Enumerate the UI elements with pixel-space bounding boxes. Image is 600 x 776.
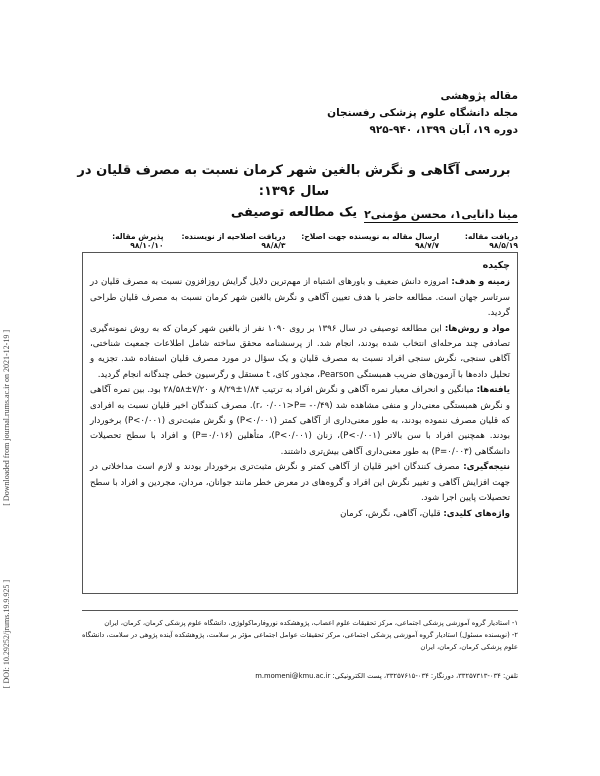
abstract-results	[90, 383, 510, 460]
title-line-2: یک مطالعه توصیفی	[230, 205, 358, 220]
results-label: یافته‌ها:	[476, 385, 511, 396]
footnote-2: ۲- (نویسنده مسئول) استادیار گروه آموزشی پزشکی اجتماعی، مرکز تحقیقات عوامل اجتماعی مؤثر بر سلامت، پژوهشکده آینده پژوهی در سلامت، دانشگاه علوم پزشکی کرمان، کرمان، ایران	[82, 631, 518, 651]
article-type: مقاله پژوهشی	[440, 90, 518, 102]
article-dates	[82, 232, 518, 250]
download-note: [ Downloaded from journal.rums.ac.ir on 2021-12-19 ]	[2, 330, 11, 506]
abstract-heading: چکیده	[482, 260, 510, 271]
methods-text: این مطالعه توصیفی در سال ۱۳۹۶ بر روی ۱۰۹۰ نفر از بالغین شهر کرمان که به روش نمونه‌گیری تصادفی چند مرحله‌ای انتخاب شده بودند، انجام شد. از پرسشنامه محقق ساخته شامل اطلاعات جمعیت شناختی، آگاهی سنجی، نگرش سنجی افراد نسبت به مصرف قلیان و یک سؤال در مورد مصرف قلیان استفاده شد. تجزیه و تحلیل داده‌ها با آزمون‌های ضریب همبستگی Pearson، مجذور کای، t مستقل و رگرسیون خطی چندگانه انجام گردید.	[90, 323, 510, 380]
conclusion-label: نتیجه‌گیری:	[463, 462, 510, 473]
side-margin-notes	[2, 330, 16, 750]
abstract-conclusion	[90, 460, 510, 506]
date-accepted: پذیرش مقاله: ۹۸/۱۰/۱۰	[112, 232, 164, 250]
date-sent: ارسال مقاله به نویسنده جهت اصلاح: ۹۸/۷/۷	[301, 232, 440, 250]
background-text: امروزه دانش ضعیف و باورهای اشتباه از مهم‌ترین دلایل گرایش روزافزون نسبت به مصرف قلیان در سرتاسر جهان است. مطالعه حاضر با هدف تعیین آگاهی و نگرش بالغین شهر کرمان نسبت به مصرف قلیان طراحی گردید.	[90, 277, 510, 319]
date-revised: دریافت اصلاحیه از نویسنده: ۹۸/۸/۳	[181, 232, 286, 250]
abstract-methods	[90, 322, 510, 384]
date-received: دریافت مقاله: ۹۸/۵/۱۹	[464, 232, 518, 250]
results-text: میانگین و انحراف معیار نمره آگاهی و نگرش افراد به ترتیب ۱/۸۴±۸/۲۹ و ۷/۲۰±۲۸/۵۸ بود. بین نمره آگاهی و نگرش همبستگی معنی‌دار و منفی مشاهده شد (۰/۴۹- =r، ۰/۰۰۱>P). مصرف کنندگان اخیر قلیان نسبت به افرادی که قلیان مصرف ننموده بودند، به طور معنی‌داری از آگاهی کمتر (۰/۰۰۱>P) و نگرش مثبت‌تری (۰/۰۰۱>P) برخوردار بودند. همچنین افراد با سن بالاتر (۰/۰۰۱>P)، زنان (۰/۰۰۱>P)، متأهلین (۰/۰۱۶=P) و افراد با سطح تحصیلات دانشگاهی (۰/۰۰۳=P) به طور معنی‌داری آگاهی بیش‌تری داشتند.	[90, 385, 511, 457]
authors: مینا دانایی۱، محسن مؤمنی۲	[364, 208, 518, 221]
background-label: زمینه و هدف:	[451, 277, 510, 288]
journal-name: مجله دانشگاه علوم پزشکی رفسنجان	[327, 107, 518, 119]
abstract	[90, 258, 510, 522]
methods-label: مواد و روش‌ها:	[444, 323, 510, 334]
issue-info: دوره ۱۹، آبان ۱۳۹۹، ۹۴۰-۹۲۵	[369, 124, 518, 136]
title-line-1: بررسی آگاهی و نگرش بالغین شهر کرمان نسبت به مصرف قلیان در سال ۱۳۹۶:	[77, 163, 511, 199]
contact-info: تلفن: ۰۳۴-۳۳۲۵۷۳۱۳، دورنگار: ۰۳۴-۳۳۲۵۷۶۱۵، پست الکترونیکی: m.momeni@kmu.ac.ir	[255, 672, 518, 680]
journal-header	[158, 88, 518, 139]
keywords-label: واژه‌های کلیدی:	[443, 508, 510, 519]
abstract-keywords	[90, 507, 510, 522]
footnotes	[82, 610, 518, 653]
conclusion-text: مصرف کنندگان اخیر قلیان از آگاهی کمتر و نگرش مثبت‌تری برخوردار بودند و لازم است مداخلاتی در جهت افزایش آگاهی و تغییر نگرش این افراد و گروه‌های در معرض خطر مانند جوانان، مردان، مجردین و افراد با سطح تحصیلات پایین اجرا شود.	[90, 462, 510, 504]
abstract-background	[90, 275, 510, 321]
footnote-1: ۱- استادیار گروه آموزشی پزشکی اجتماعی، مرکز تحقیقات علوم اعصاب، پژوهشکده نوروفارماکولوژی، دانشگاه علوم پزشکی کرمان، کرمان، ایران	[104, 619, 518, 627]
keywords-text: قلیان، آگاهی، نگرش، کرمان	[340, 508, 441, 519]
doi-note: [ DOI: 10.29252/jrums.19.9.925 ]	[2, 580, 11, 689]
